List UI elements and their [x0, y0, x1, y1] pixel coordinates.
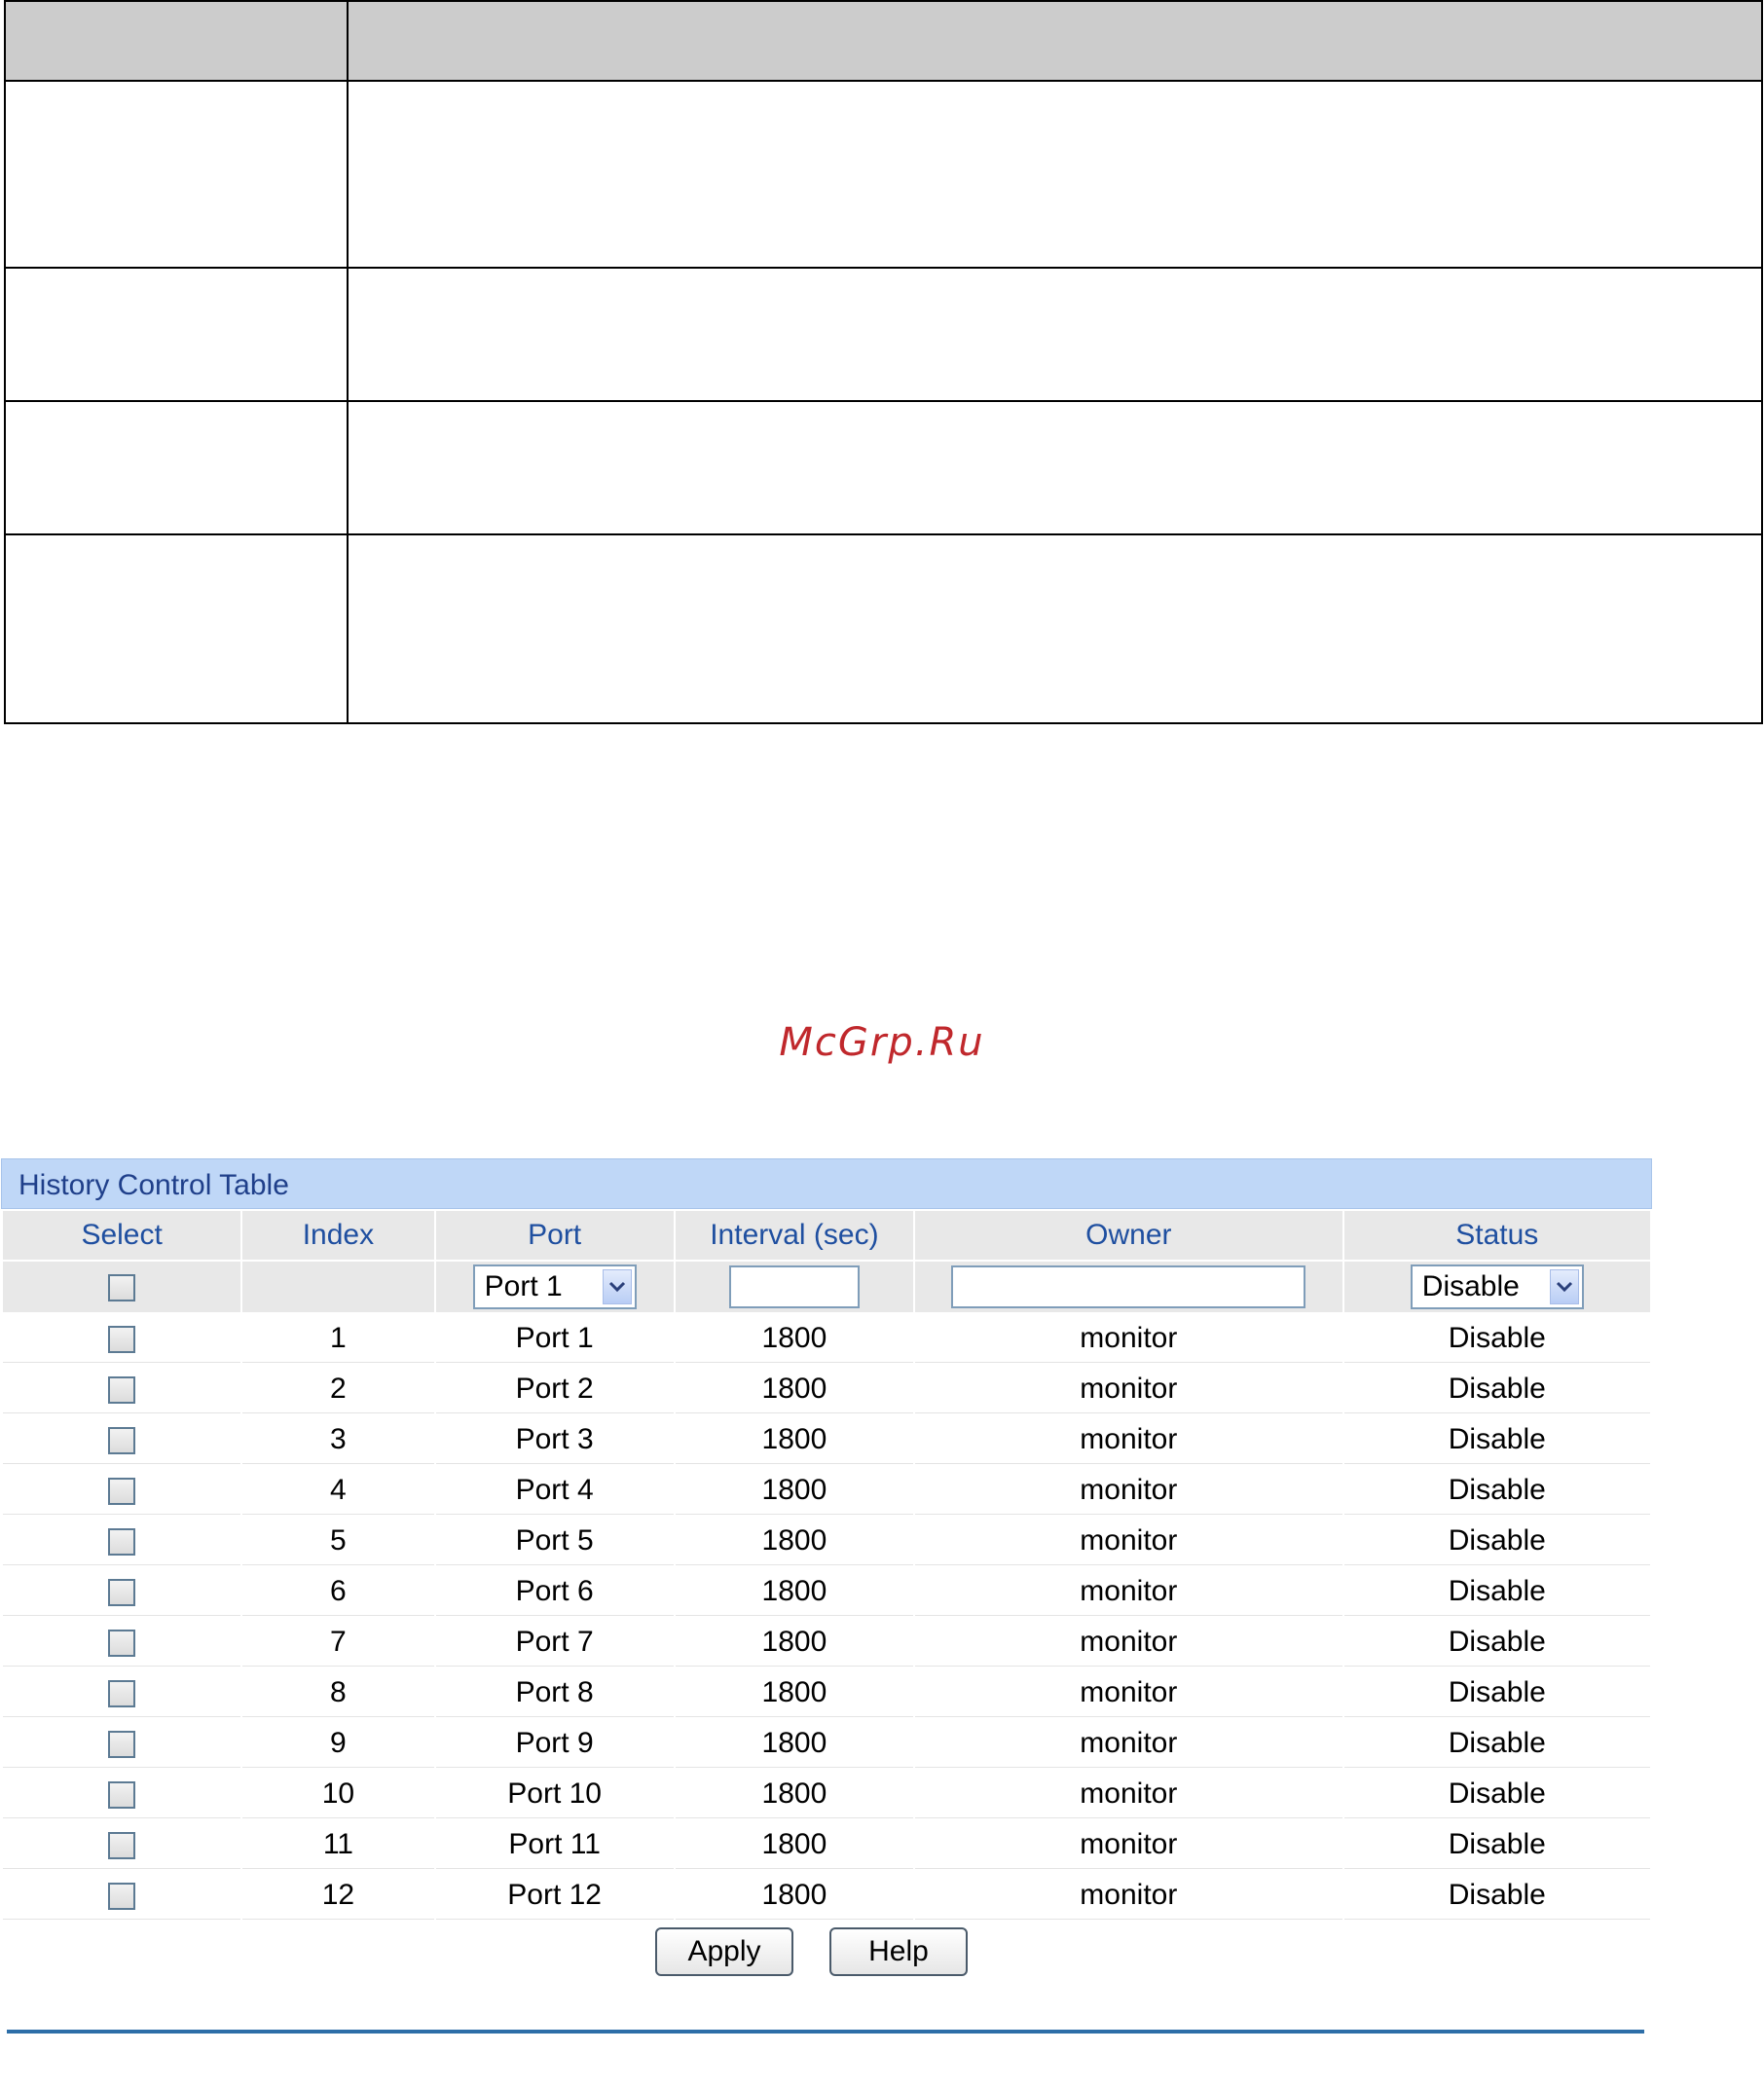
row-select-cell — [3, 1820, 240, 1869]
column-header-select: Select — [3, 1211, 240, 1260]
row-interval: 1800 — [676, 1517, 913, 1565]
row-index: 3 — [242, 1415, 433, 1464]
row-owner: monitor — [915, 1871, 1342, 1920]
description-cell — [5, 268, 348, 401]
row-select-cell — [3, 1365, 240, 1413]
filter-index-cell — [242, 1262, 433, 1312]
row-port: Port 12 — [436, 1871, 674, 1920]
row-checkbox[interactable] — [108, 1376, 135, 1404]
row-checkbox[interactable] — [108, 1630, 135, 1657]
chevron-down-icon[interactable] — [603, 1269, 632, 1304]
row-owner: monitor — [915, 1618, 1342, 1667]
row-port: Port 9 — [436, 1719, 674, 1768]
row-select-cell — [3, 1314, 240, 1363]
row-index: 5 — [242, 1517, 433, 1565]
column-header-owner: Owner — [915, 1211, 1342, 1260]
description-cell — [5, 401, 348, 534]
row-status: Disable — [1344, 1668, 1650, 1717]
row-index: 7 — [242, 1618, 433, 1667]
table-row — [3, 1820, 1650, 1869]
table-row — [3, 1871, 1650, 1920]
row-owner: monitor — [915, 1567, 1342, 1616]
column-header-index: Index — [242, 1211, 433, 1260]
row-select-cell — [3, 1871, 240, 1920]
row-index: 8 — [242, 1668, 433, 1717]
row-status: Disable — [1344, 1770, 1650, 1818]
row-interval: 1800 — [676, 1820, 913, 1869]
row-select-cell — [3, 1466, 240, 1515]
row-interval: 1800 — [676, 1871, 913, 1920]
row-port: Port 7 — [436, 1618, 674, 1667]
column-header-port: Port — [436, 1211, 674, 1260]
row-status: Disable — [1344, 1314, 1650, 1363]
row-port: Port 3 — [436, 1415, 674, 1464]
description-header-cell — [348, 1, 1762, 81]
row-interval: 1800 — [676, 1567, 913, 1616]
row-owner: monitor — [915, 1517, 1342, 1565]
row-status: Disable — [1344, 1466, 1650, 1515]
row-owner: monitor — [915, 1365, 1342, 1413]
interval-input[interactable] — [729, 1265, 860, 1308]
table-header-row — [3, 1211, 1650, 1260]
description-cell — [5, 81, 348, 268]
row-checkbox[interactable] — [108, 1427, 135, 1454]
apply-button[interactable]: Apply — [655, 1927, 793, 1976]
row-interval: 1800 — [676, 1314, 913, 1363]
description-cell — [348, 81, 1762, 268]
description-row — [5, 534, 1762, 723]
row-interval: 1800 — [676, 1365, 913, 1413]
row-checkbox[interactable] — [108, 1781, 135, 1809]
row-select-cell — [3, 1719, 240, 1768]
description-row — [5, 268, 1762, 401]
row-port: Port 8 — [436, 1668, 674, 1717]
row-port: Port 5 — [436, 1517, 674, 1565]
row-checkbox[interactable] — [108, 1832, 135, 1859]
row-index: 11 — [242, 1820, 433, 1869]
history-control-panel — [1, 1158, 1652, 1967]
row-index: 12 — [242, 1871, 433, 1920]
filter-interval-cell — [676, 1262, 913, 1312]
row-select-cell — [3, 1415, 240, 1464]
table-row — [3, 1618, 1650, 1667]
row-interval: 1800 — [676, 1668, 913, 1717]
filter-owner-cell — [915, 1262, 1342, 1312]
row-interval: 1800 — [676, 1466, 913, 1515]
row-checkbox[interactable] — [108, 1478, 135, 1505]
row-index: 4 — [242, 1466, 433, 1515]
row-checkbox[interactable] — [108, 1326, 135, 1353]
row-interval: 1800 — [676, 1719, 913, 1768]
description-row — [5, 81, 1762, 268]
description-header-cell — [5, 1, 348, 81]
help-button[interactable]: Help — [829, 1927, 968, 1976]
row-interval: 1800 — [676, 1770, 913, 1818]
row-interval: 1800 — [676, 1415, 913, 1464]
chevron-down-icon[interactable] — [1550, 1269, 1579, 1304]
row-owner: monitor — [915, 1719, 1342, 1768]
column-header-interval: Interval (sec) — [676, 1211, 913, 1260]
row-index: 2 — [242, 1365, 433, 1413]
row-owner: monitor — [915, 1668, 1342, 1717]
row-port: Port 11 — [436, 1820, 674, 1869]
row-select-cell — [3, 1770, 240, 1818]
divider-rule — [7, 2030, 1644, 2034]
table-row — [3, 1668, 1650, 1717]
table-row — [3, 1365, 1650, 1413]
column-header-status: Status — [1344, 1211, 1650, 1260]
port-select[interactable] — [473, 1264, 637, 1309]
row-checkbox[interactable] — [108, 1680, 135, 1707]
description-cell — [348, 268, 1762, 401]
filter-row — [3, 1262, 1650, 1312]
row-select-cell — [3, 1618, 240, 1667]
panel-title: History Control Table — [18, 1169, 289, 1201]
row-status: Disable — [1344, 1415, 1650, 1464]
table-row — [3, 1517, 1650, 1565]
description-header-row — [5, 1, 1762, 81]
owner-input[interactable] — [951, 1265, 1305, 1308]
watermark: McGrp.Ru — [779, 1020, 985, 1065]
row-status: Disable — [1344, 1719, 1650, 1768]
description-table — [4, 0, 1763, 724]
table-row — [3, 1466, 1650, 1515]
table-row — [3, 1770, 1650, 1818]
row-interval: 1800 — [676, 1618, 913, 1667]
row-checkbox[interactable] — [108, 1883, 135, 1910]
row-status: Disable — [1344, 1567, 1650, 1616]
history-control-table — [1, 1209, 1652, 1922]
select-all-checkbox[interactable] — [108, 1274, 135, 1301]
table-row — [3, 1415, 1650, 1464]
row-owner: monitor — [915, 1314, 1342, 1363]
panel-title-bar — [1, 1158, 1652, 1209]
row-status: Disable — [1344, 1618, 1650, 1667]
table-row — [3, 1314, 1650, 1363]
row-port: Port 1 — [436, 1314, 674, 1363]
description-cell — [348, 534, 1762, 723]
row-port: Port 2 — [436, 1365, 674, 1413]
row-port: Port 6 — [436, 1567, 674, 1616]
row-owner: monitor — [915, 1820, 1342, 1869]
row-owner: monitor — [915, 1770, 1342, 1818]
row-index: 10 — [242, 1770, 433, 1818]
description-row — [5, 401, 1762, 534]
table-row — [3, 1719, 1650, 1768]
description-cell — [5, 534, 348, 723]
row-select-cell — [3, 1517, 240, 1565]
row-owner: monitor — [915, 1466, 1342, 1515]
row-select-cell — [3, 1668, 240, 1717]
filter-select-cell — [3, 1262, 240, 1312]
row-status: Disable — [1344, 1517, 1650, 1565]
status-select-value: Disable — [1421, 1270, 1520, 1302]
row-status: Disable — [1344, 1820, 1650, 1869]
row-index: 1 — [242, 1314, 433, 1363]
row-port: Port 4 — [436, 1466, 674, 1515]
row-checkbox[interactable] — [108, 1731, 135, 1758]
row-status: Disable — [1344, 1365, 1650, 1413]
row-status: Disable — [1344, 1871, 1650, 1920]
row-owner: monitor — [915, 1415, 1342, 1464]
row-port: Port 10 — [436, 1770, 674, 1818]
filter-status-cell — [1344, 1262, 1650, 1312]
row-index: 6 — [242, 1567, 433, 1616]
row-select-cell — [3, 1567, 240, 1616]
table-row — [3, 1567, 1650, 1616]
row-checkbox[interactable] — [108, 1579, 135, 1606]
filter-port-cell — [436, 1262, 674, 1312]
row-index: 9 — [242, 1719, 433, 1768]
status-select[interactable] — [1411, 1264, 1584, 1309]
description-cell — [348, 401, 1762, 534]
row-checkbox[interactable] — [108, 1528, 135, 1556]
port-select-value: Port 1 — [484, 1270, 563, 1302]
